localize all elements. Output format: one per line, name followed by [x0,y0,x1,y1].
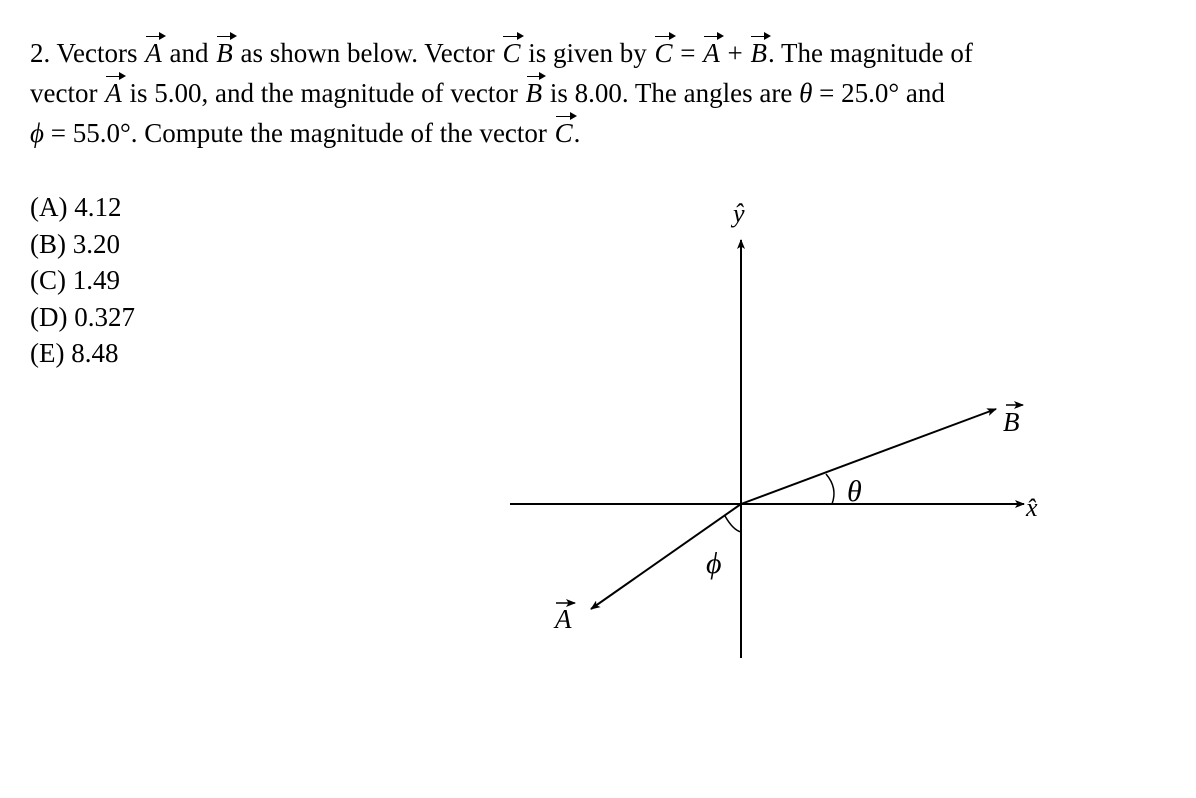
choice-value: 3.20 [72,228,120,259]
vector-c-symbol: C [653,33,673,73]
text-segment: 55.0°. Compute the magnitude of the vector [72,118,547,148]
vector-c-symbol: C [554,113,574,153]
vector-b-arrow [741,409,996,504]
vector-a-symbol: A [104,73,123,113]
text-segment: Vectors [56,38,138,68]
choice-letter: (B) [30,228,66,259]
vector-a-label [553,603,575,634]
choice-value: 8.48 [71,338,119,368]
phi-symbol: ϕ [30,118,44,148]
choice-letter: (D) [30,301,68,332]
svg-text:A: A [555,604,572,634]
choice-letter: (E) [30,338,65,368]
phi-angle-arc [725,516,741,532]
text-segment: is given by [528,38,647,68]
vector-a-symbol: A [144,33,163,73]
x-axis-label: x̂ [1026,493,1038,522]
theta-label: θ [847,475,862,508]
theta-angle-arc [826,474,834,504]
text-segment: and [169,38,209,68]
theta-symbol: θ [799,78,813,108]
y-axis-label: ŷ [733,199,745,228]
svg-text:B: B [1003,407,1020,437]
text-segment: 25.0° and [841,78,945,108]
equals-sign: = [50,118,66,148]
choice-value: 4.12 [74,192,122,222]
plus-sign: + [727,38,743,68]
vector-b-symbol: B [749,33,768,73]
text-segment: is 8.00. The angles are [549,78,793,108]
text-segment: as shown below. Vector [240,38,495,68]
text-segment: . The magnitude of [767,38,973,68]
text-segment: is 5.00, and the magnitude of vector [129,78,518,108]
equals-sign: = [680,38,696,68]
vector-b-symbol: B [525,73,544,113]
equals-sign: = [819,78,835,108]
choice-letter: (C) [30,265,66,295]
choice-letter: (A) [30,192,68,222]
vector-c-symbol: C [501,33,521,73]
text-segment: . [573,118,581,148]
choice-value: 1.49 [72,265,120,295]
text-segment: vector [30,78,98,108]
vector-a-symbol: A [702,33,721,73]
choice-value: 0.327 [74,301,135,332]
vector-b-label [1003,405,1023,437]
phi-label: ϕ [706,547,722,580]
question-number: 2. [30,38,51,68]
vector-b-symbol: B [215,33,234,73]
